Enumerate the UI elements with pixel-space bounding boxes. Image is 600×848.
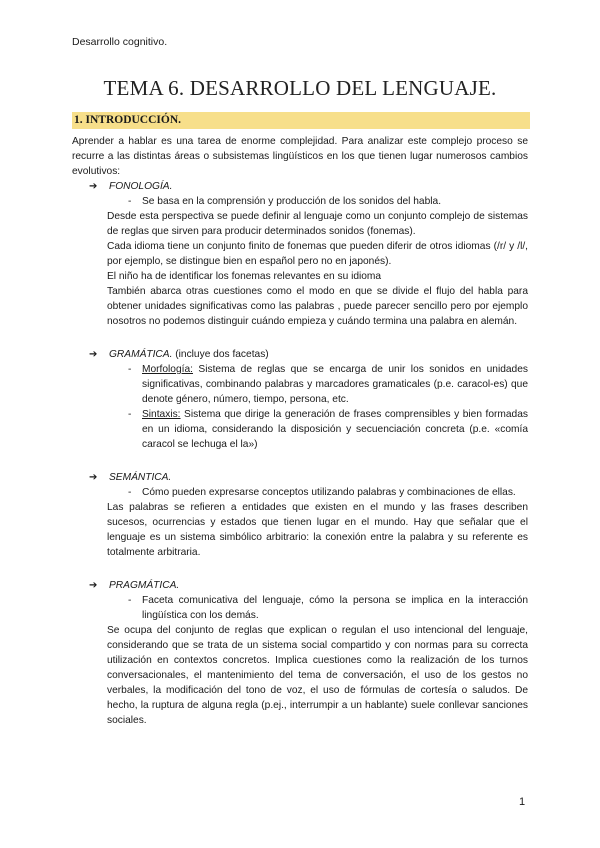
- pragmatica-item: [89, 578, 528, 593]
- semantica-item: [89, 470, 528, 485]
- dash-bullet: -: [128, 595, 132, 606]
- semantica-p1: Las palabras se refieren a entidades que existen en el mundo y las frases describen sucesos, ocurrencias y estados que tienen lugar en el mundo. Hay que señalar que el lenguaje es un sistema simbólico arbitrario: la conexión entre la palabra y su referente es totalmente arbitraria.: [107, 502, 528, 558]
- section-heading-text: 1. INTRODUCCIÓN.: [74, 114, 182, 126]
- fonologia-p4: También abarca otras cuestiones como el modo en que se divide el flujo del habla para obtener unidades significativas como las palabras , puede parecer sencillo pero por ejemplo nosotros no podemos distinguir cuándo empieza y cuándo termina una palabra en alemán.: [107, 286, 528, 327]
- sintaxis-text: Sistema que dirige la generación de frases comprensibles y bien formadas en un idioma, considerando la disposición y secuenciación concreta (p.e. «comía caracol se lechuga el la»): [142, 409, 528, 450]
- pragmatica-label: PRAGMÁTICA.: [109, 580, 180, 591]
- morfologia-text: Sistema de reglas que se encarga de unir los sonidos en unidades significativas, combinando palabras y marcadores gramaticales (p.e. caracol-es) que denote género, número, tiempo, persona, etc.: [142, 364, 528, 405]
- fonologia-dash-text: Se basa en la comprensión y producción de los sonidos del habla.: [142, 196, 442, 207]
- arrow-icon: ➔: [89, 580, 98, 591]
- page-title: TEMA 6. DESARROLLO DEL LENGUAJE.: [103, 76, 497, 100]
- arrow-icon: ➔: [89, 181, 98, 192]
- morfologia-item: [72, 362, 528, 407]
- fonologia-dash-item: [72, 194, 528, 209]
- fonologia-item: [89, 179, 528, 194]
- fonologia-label: FONOLOGÍA.: [109, 181, 173, 192]
- fonologia-p2: Cada idioma tiene un conjunto finito de fonemas que pueden diferir de otros idiomas (/r/ y /l/, por ejemplo, se distingue bien en español pero no en japonés).: [107, 241, 528, 267]
- pragmatica-dash-text: Faceta comunicativa del lenguaje, cómo la persona se implica en la interacción lingüística con los demás.: [142, 595, 528, 621]
- sintaxis-item: [72, 407, 528, 452]
- semantica-dash-text: Cómo pueden expresarse conceptos utilizando palabras y combinaciones de ellas.: [142, 487, 516, 498]
- dash-bullet: -: [128, 364, 132, 375]
- gramatica-label: GRAMÁTICA.: [109, 349, 173, 360]
- page-number: 1: [519, 796, 526, 808]
- fonologia-p1: Desde esta perspectiva se puede definir al lenguaje como un conjunto complejo de sistemas de reglas que sirven para producir determinados sonidos (fonemas).: [107, 211, 528, 237]
- sintaxis-label: Sintaxis:: [142, 409, 181, 420]
- semantica-dash-item: [72, 485, 528, 500]
- fonologia-p3: El niño ha de identificar los fonemas relevantes en su idioma: [107, 271, 382, 282]
- arrow-icon: ➔: [89, 472, 98, 483]
- gramatica-note: (incluye dos facetas): [175, 349, 269, 360]
- dash-bullet: -: [128, 196, 132, 207]
- section-heading: [72, 112, 530, 129]
- semantica-label: SEMÁNTICA.: [109, 472, 172, 483]
- pragmatica-dash-item: [72, 593, 528, 623]
- dash-bullet: -: [128, 487, 132, 498]
- intro-paragraph: Aprender a hablar es una tarea de enorme complejidad. Para analizar este complejo proceso se recurre a las distintas áreas o subsistemas lingüísticos en los que tienen lugar numerosos cambios evolutivos:: [72, 136, 528, 177]
- dash-bullet: -: [128, 409, 132, 420]
- body-content: [72, 134, 528, 728]
- gramatica-item: [89, 347, 528, 362]
- pragmatica-p1: Se ocupa del conjunto de reglas que explican o regulan el uso intencional del lenguaje, considerando que se trata de un sistema social compartido y con normas para su correcta utilización en contextos concretos. Implica cuestiones como la realización de los turnos conversacionales, el mantenimiento del tema de conversación, el uso de los gestos no verbales, la modificación del tono de voz, el uso de fórmulas de cortesía o saludos. De hecho, la ruptura de alguna regla (p.ej., interrumpir a un hablante) suele conllevar sanciones sociales.: [107, 625, 528, 726]
- running-header: Desarrollo cognitivo.: [72, 36, 168, 48]
- morfologia-label: Morfología:: [142, 364, 193, 375]
- arrow-icon: ➔: [89, 349, 98, 360]
